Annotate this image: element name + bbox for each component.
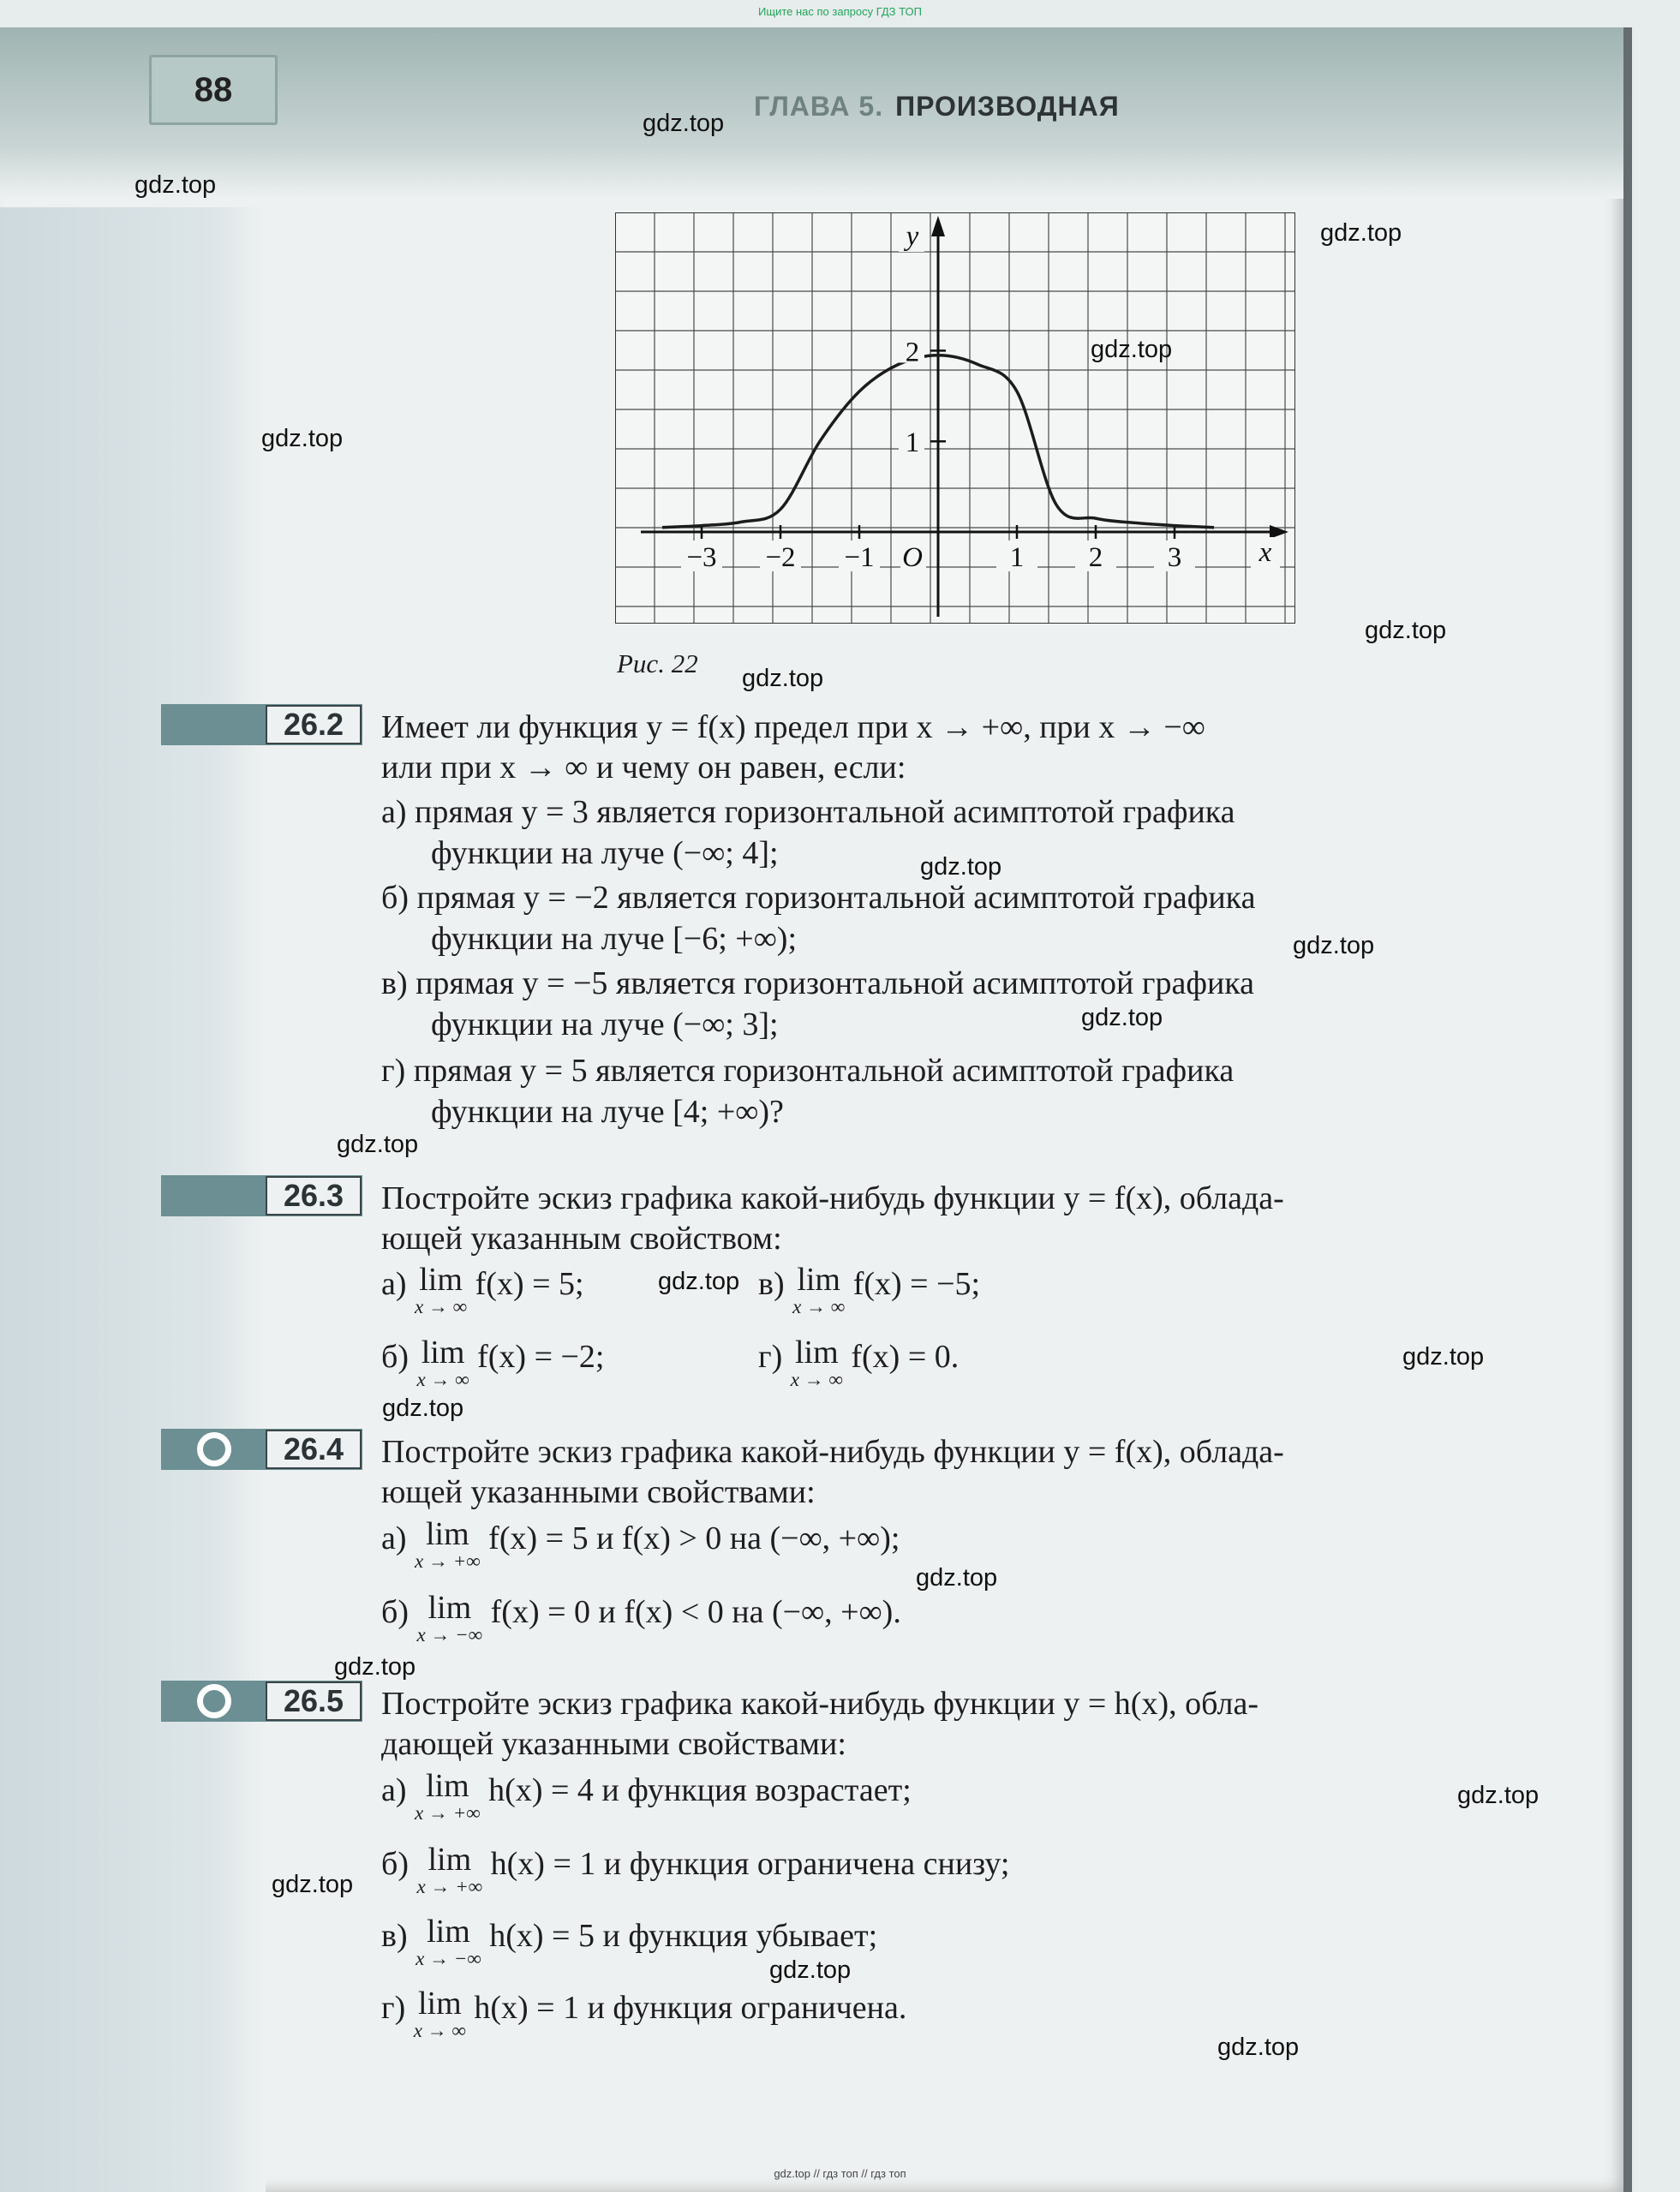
- y-axis-label: y: [906, 221, 919, 252]
- watermark: gdz.top: [920, 853, 1002, 881]
- watermark: gdz.top: [1457, 1782, 1540, 1809]
- problem-26-2-intro-2: или при x → ∞ и чему он равен, если:: [381, 750, 906, 785]
- watermark: gdz.top: [334, 1653, 416, 1681]
- x-tick-label: 2: [1088, 542, 1103, 573]
- problem-26-4-item-a: а) lim x → +∞ f(x) = 5 и f(x) > 0 на (−∞, +∞);: [381, 1516, 900, 1572]
- chapter-title: ПРОИЗВОДНАЯ: [895, 91, 1120, 122]
- problem-26-3-item-a: а) lim x → ∞ f(x) = 5;: [381, 1262, 584, 1317]
- problem-26-5-item-g: г) lim x → ∞ h(x) = 1 и функция ограничена.: [381, 1986, 907, 2041]
- x-tick-label: −1: [844, 542, 875, 573]
- problem-26-2-item-v-1: в) прямая y = −5 является горизонтальной асимптотой графика: [381, 965, 1255, 1001]
- origin-label: O: [902, 542, 923, 573]
- problem-26-4-intro-1: Постройте эскиз графика какой-нибудь функции y = f(x), облада-: [381, 1434, 1284, 1470]
- figure-caption: Рис. 22: [617, 648, 698, 678]
- problem-26-2-item-v-2: функции на луче (−∞; 3];: [431, 1006, 779, 1042]
- x-tick-label: 1: [1009, 542, 1025, 573]
- problem-26-5-item-v: в) lim x → −∞ h(x) = 5 и функция убывает;: [381, 1914, 878, 1969]
- watermark: gdz.top: [1365, 617, 1447, 644]
- y-tick-label: 1: [905, 427, 920, 459]
- watermark: gdz.top: [742, 665, 824, 692]
- watermark: gdz.top: [1402, 1343, 1485, 1371]
- problem-26-3-item-v: в) lim x → ∞ f(x) = −5;: [758, 1262, 981, 1317]
- problem-26-5-item-b: б) lim x → +∞ h(x) = 1 и функция ограничена снизу;: [381, 1842, 1010, 1897]
- problem-26-2-intro-1: Имеет ли функция y = f(x) предел при x → +∞, при x → −∞: [381, 709, 1205, 745]
- problem-26-2-item-g-1: г) прямая y = 5 является горизонтальной асимптотой графика: [381, 1053, 1235, 1089]
- watermark: gdz.top: [1081, 1004, 1163, 1031]
- problem-26-2-item-b-1: б) прямая y = −2 является горизонтальной асимптотой графика: [381, 880, 1256, 916]
- x-axis-label: x: [1259, 537, 1272, 568]
- problem-26-4-item-b: б) lim x → −∞ f(x) = 0 и f(x) < 0 на (−∞, +∞).: [381, 1590, 901, 1645]
- problem-26-3-intro-1: Постройте эскиз графика какой-нибудь функции y = f(x), облада-: [381, 1180, 1284, 1216]
- problem-26-2-item-a-1: а) прямая y = 3 является горизонтальной асимптотой графика: [381, 794, 1235, 830]
- watermark: gdz.top: [337, 1131, 419, 1158]
- watermark: gdz.top: [135, 171, 217, 199]
- y-tick-label: 2: [905, 337, 920, 368]
- search-hint: Ищите нас по запросу ГДЗ ТОП: [758, 5, 922, 18]
- problem-26-4-number: 26.4: [266, 1430, 362, 1469]
- problem-26-3-item-b: б) lim x → ∞ f(x) = −2;: [381, 1335, 605, 1390]
- watermark: gdz.top: [382, 1395, 464, 1422]
- figure-22-graph: [615, 212, 1295, 624]
- problem-26-2-item-b-2: функции на луче [−6; +∞);: [431, 921, 797, 957]
- problem-26-3-item-g: г) lim x → ∞ f(x) = 0.: [758, 1335, 960, 1390]
- difficulty-circle-icon: [197, 1432, 231, 1466]
- problem-26-2-item-g-2: функции на луче [4; +∞)?: [431, 1094, 784, 1130]
- footer-note: gdz.top // гдз топ // гдз топ: [774, 2167, 906, 2180]
- watermark: gdz.top: [1091, 336, 1173, 363]
- watermark: gdz.top: [1217, 2034, 1300, 2061]
- problem-26-5-intro-1: Постройте эскиз графика какой-нибудь функции y = h(x), обла-: [381, 1686, 1259, 1722]
- watermark: gdz.top: [916, 1564, 998, 1592]
- watermark: gdz.top: [272, 1871, 354, 1898]
- chapter-label: ГЛАВА 5.: [754, 91, 884, 122]
- x-tick-label: −3: [686, 542, 717, 573]
- problem-26-5-item-a: а) lim x → +∞ h(x) = 4 и функция возрастает;: [381, 1768, 912, 1824]
- problem-26-3-number: 26.3: [266, 1176, 362, 1215]
- watermark: gdz.top: [658, 1268, 740, 1295]
- watermark: gdz.top: [643, 110, 725, 137]
- watermark: gdz.top: [1293, 932, 1375, 959]
- problem-26-2-item-a-2: функции на луче (−∞; 4];: [431, 835, 779, 871]
- page-number: 88: [149, 55, 278, 125]
- problem-26-2-number: 26.2: [266, 705, 362, 744]
- page-spine: [1623, 27, 1632, 2192]
- problem-26-5-intro-2: дающей указанными свойствами:: [381, 1726, 846, 1762]
- watermark: gdz.top: [261, 425, 344, 452]
- watermark: gdz.top: [769, 1956, 852, 1984]
- x-tick-label: −2: [765, 542, 796, 573]
- watermark: gdz.top: [1320, 219, 1402, 247]
- difficulty-circle-icon: [197, 1684, 231, 1718]
- problem-26-4-intro-2: ющей указанными свойствами:: [381, 1474, 816, 1510]
- problem-26-5-number: 26.5: [266, 1681, 362, 1721]
- chapter-header: [754, 91, 1120, 122]
- problem-26-3-intro-2: ющей указанным свойством:: [381, 1221, 782, 1257]
- x-tick-label: 3: [1167, 542, 1182, 573]
